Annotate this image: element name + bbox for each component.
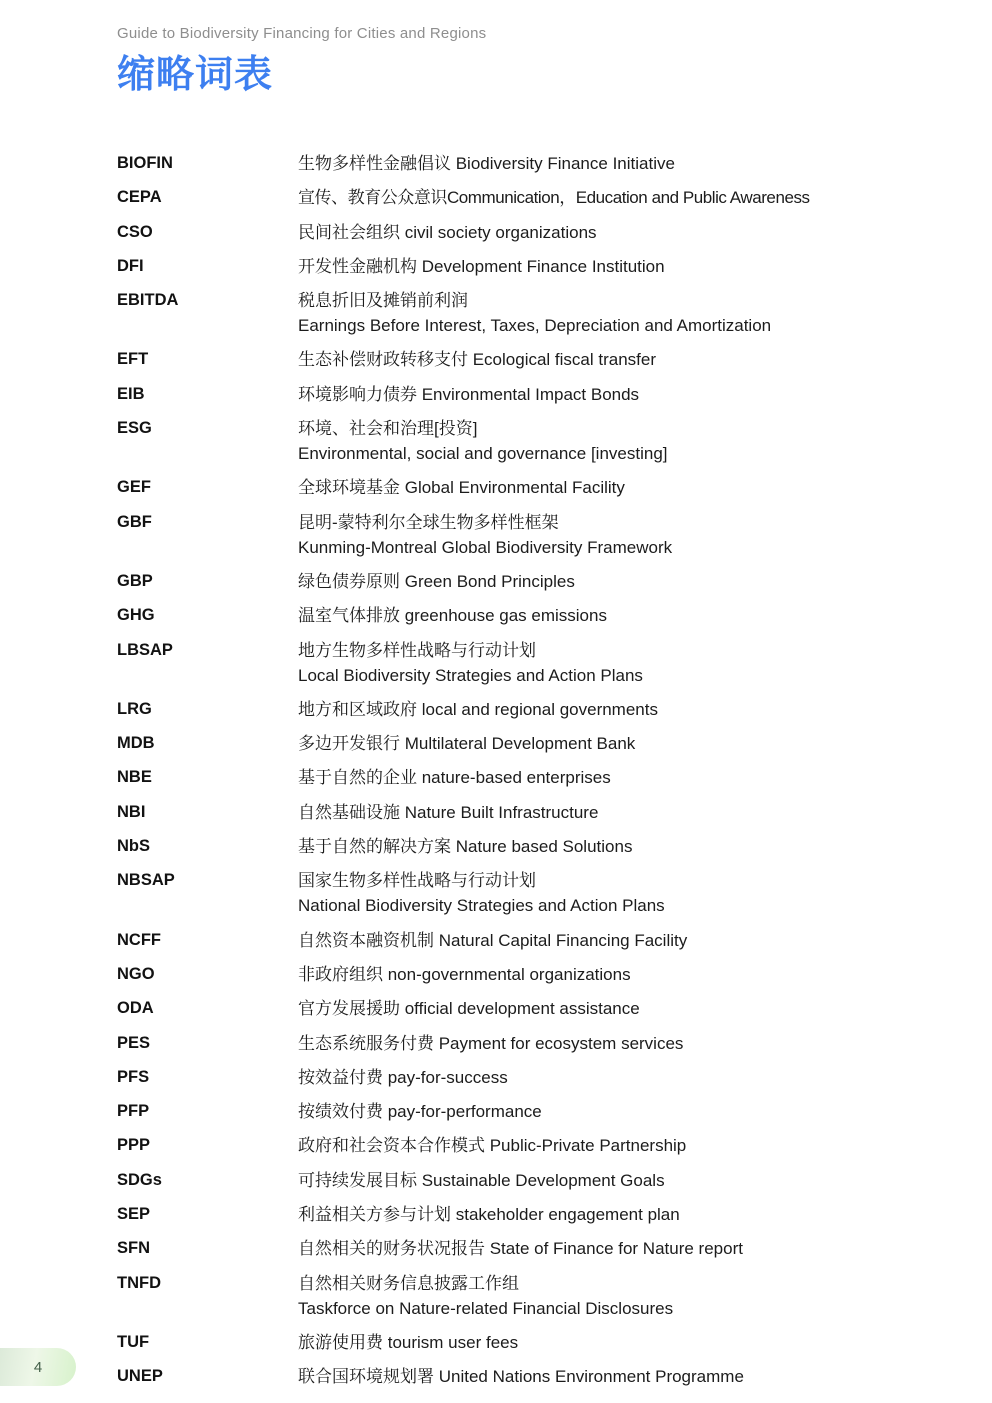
definition-line: 生物多样性金融倡议 Biodiversity Finance Initiative — [298, 154, 675, 173]
abbreviation-label: TNFD — [117, 1273, 161, 1292]
abbreviation-label: NGO — [117, 964, 155, 983]
abbreviation-label: MDB — [117, 734, 155, 753]
abbreviation-label: ESG — [117, 419, 152, 438]
glossary-entry — [117, 254, 877, 279]
definition-line: 利益相关方参与计划 stakeholder engagement plan — [298, 1205, 680, 1225]
definition — [298, 1099, 877, 1124]
glossary-entry — [117, 288, 877, 338]
definition — [298, 254, 877, 279]
abbreviation-label: SFN — [117, 1239, 150, 1258]
glossary-entry — [117, 1133, 877, 1158]
definition-line: 可持续发展目标 Sustainable Development Goals — [298, 1170, 665, 1190]
definition — [298, 638, 877, 688]
definition-line: 地方生物多样性战略与行动计划 — [298, 640, 536, 660]
glossary-entry — [117, 1271, 877, 1321]
definition — [298, 731, 877, 756]
definition-line: 基于自然的解决方案 Nature based Solutions — [298, 837, 633, 857]
definition — [298, 868, 877, 918]
glossary-entry — [117, 1236, 877, 1261]
definition — [298, 416, 877, 466]
glossary-entry — [117, 868, 877, 918]
abbreviation-label: UNEP — [117, 1367, 163, 1386]
definition-line: 民间社会组织 civil society organizations — [298, 222, 597, 242]
abbreviation-label: PES — [117, 1033, 151, 1052]
abbreviation-label: TUF — [117, 1332, 150, 1351]
glossary-entry — [117, 834, 877, 859]
glossary-entry — [117, 697, 877, 722]
glossary-entry — [117, 1065, 877, 1090]
abbreviation-label: GBP — [117, 571, 153, 590]
definition-line: 环境、社会和治理[投资] — [298, 419, 478, 439]
abbreviation-label: GHG — [117, 606, 155, 625]
abbreviation-label: NBSAP — [117, 871, 175, 890]
definition — [298, 996, 877, 1021]
definition — [298, 510, 877, 560]
definition-line: 税息折旧及摊销前利润 — [298, 291, 468, 311]
definition-line: 全球环境基金 Global Environmental Facility — [298, 478, 625, 498]
definition-line: 国家生物多样性战略与行动计划 — [298, 871, 536, 891]
definition — [298, 1330, 877, 1355]
definition — [298, 1202, 877, 1227]
definition — [298, 382, 877, 407]
glossary-entry — [117, 962, 877, 987]
glossary-entry — [117, 1031, 877, 1056]
glossary-entry — [117, 185, 877, 210]
glossary-entry — [117, 1099, 877, 1124]
definition-line: 多边开发银行 Multilateral Development Bank — [298, 734, 636, 754]
glossary-entry — [117, 731, 877, 756]
definition-line: 按效益付费 pay-for-success — [298, 1067, 508, 1087]
definition-line: 宣传、教育公众意识Communication，Education and Public Awareness — [298, 188, 810, 208]
definition — [298, 1168, 877, 1193]
glossary-entry — [117, 800, 877, 825]
definition — [298, 765, 877, 790]
abbreviation-label: EBITDA — [117, 291, 179, 310]
glossary-entry — [117, 382, 877, 407]
definition-line: 开发性金融机构 Development Finance Institution — [298, 256, 665, 276]
glossary-entry — [117, 347, 877, 372]
definition-line: 生态系统服务付费 Payment for ecosystem services — [298, 1033, 684, 1053]
definition — [298, 1236, 877, 1261]
definition — [298, 288, 877, 338]
definition — [298, 834, 877, 859]
page-number: 4 — [33, 1358, 43, 1376]
abbreviation-label: PFS — [117, 1067, 150, 1086]
glossary-entry — [117, 1330, 877, 1355]
glossary-entry — [117, 638, 877, 688]
definition-line: 生态补偿财政转移支付 Ecological fiscal transfer — [298, 350, 657, 370]
definition-line: Taskforce on Nature-related Financial Disclosures — [298, 1298, 674, 1318]
definition — [298, 603, 877, 628]
document-header: Guide to Biodiversity Financing for Cities and Regions — [117, 25, 487, 42]
definition — [298, 347, 877, 372]
page-content — [117, 24, 877, 1399]
definition-line: Local Biodiversity Strategies and Action Plans — [298, 665, 643, 685]
definition-line: 官方发展援助 official development assistance — [298, 999, 640, 1019]
abbreviation-label: LRG — [117, 699, 152, 718]
definition-line: 旅游使用费 tourism user fees — [298, 1332, 519, 1352]
page-number-badge — [0, 1348, 76, 1386]
glossary-list — [117, 151, 877, 1389]
abbreviation-label: GBF — [117, 512, 152, 531]
definition-line: 基于自然的企业 nature-based enterprises — [298, 768, 611, 788]
definition-line: 自然相关的财务状况报告 State of Finance for Nature report — [298, 1239, 743, 1259]
glossary-entry — [117, 151, 877, 176]
definition — [298, 1271, 877, 1321]
definition — [298, 220, 877, 245]
abbreviation-label: EFT — [117, 350, 149, 369]
definition — [298, 1364, 877, 1389]
abbreviation-label: CSO — [117, 222, 153, 241]
definition — [298, 1133, 877, 1158]
definition — [298, 151, 877, 176]
definition-line: 自然基础设施 Nature Built Infrastructure — [298, 802, 599, 822]
abbreviation-label: BIOFIN — [117, 154, 173, 172]
abbreviation-label: NBI — [117, 802, 146, 821]
abbreviation-label: CEPA — [117, 188, 162, 207]
abbreviation-label: PPP — [117, 1136, 151, 1155]
definition-line: 联合国环境规划署 United Nations Environment Programme — [298, 1367, 744, 1387]
abbreviation-label: LBSAP — [117, 640, 173, 659]
glossary-entry — [117, 1202, 877, 1227]
page-title: 缩略词表 — [117, 54, 274, 96]
definition — [298, 697, 877, 722]
definition — [298, 1031, 877, 1056]
definition-line: Environmental, social and governance [investing] — [298, 444, 668, 464]
definition-line: Kunming-Montreal Global Biodiversity Framework — [298, 537, 673, 557]
abbreviation-label: NBE — [117, 768, 152, 787]
definition — [298, 569, 877, 594]
abbreviation-label: SEP — [117, 1205, 151, 1224]
definition-line: 温室气体排放 greenhouse gas emissions — [298, 606, 607, 626]
definition-line: 昆明-蒙特利尔全球生物多样性框架 — [298, 512, 559, 532]
abbreviation-label: GEF — [117, 478, 151, 497]
abbreviation-label: EIB — [117, 384, 145, 403]
glossary-entry — [117, 416, 877, 466]
definition-line: 自然相关财务信息披露工作组 — [298, 1273, 519, 1293]
abbreviation-label: SDGs — [117, 1170, 162, 1189]
definition-line: 环境影响力债券 Environmental Impact Bonds — [298, 384, 640, 404]
glossary-entry — [117, 1168, 877, 1193]
glossary-entry — [117, 220, 877, 245]
definition-line: National Biodiversity Strategies and Action Plans — [298, 896, 665, 916]
definition-line: 绿色债券原则 Green Bond Principles — [298, 571, 575, 591]
glossary-entry — [117, 928, 877, 953]
definition — [298, 185, 877, 210]
glossary-entry — [117, 475, 877, 500]
glossary-entry — [117, 1364, 877, 1389]
glossary-entry — [117, 996, 877, 1021]
glossary-entry — [117, 510, 877, 560]
glossary-entry — [117, 569, 877, 594]
glossary-entry — [117, 765, 877, 790]
definition-line: Earnings Before Interest, Taxes, Depreciation and Amortization — [298, 316, 772, 336]
definition — [298, 475, 877, 500]
abbreviation-label: NbS — [117, 837, 150, 856]
definition — [298, 928, 877, 953]
abbreviation-label: ODA — [117, 999, 154, 1018]
definition-line: 地方和区域政府 local and regional governments — [298, 699, 658, 719]
definition — [298, 962, 877, 987]
definition — [298, 1065, 877, 1090]
definition-line: 按绩效付费 pay-for-performance — [298, 1102, 542, 1122]
definition-line: 自然资本融资机制 Natural Capital Financing Facility — [298, 930, 688, 950]
definition-line: 非政府组织 non-governmental organizations — [298, 964, 631, 984]
definition-line: 政府和社会资本合作模式 Public-Private Partnership — [298, 1136, 687, 1156]
definition — [298, 800, 877, 825]
abbreviation-label: NCFF — [117, 930, 161, 949]
abbreviation-label: DFI — [117, 256, 144, 275]
glossary-entry — [117, 603, 877, 628]
abbreviation-label: PFP — [117, 1102, 150, 1121]
